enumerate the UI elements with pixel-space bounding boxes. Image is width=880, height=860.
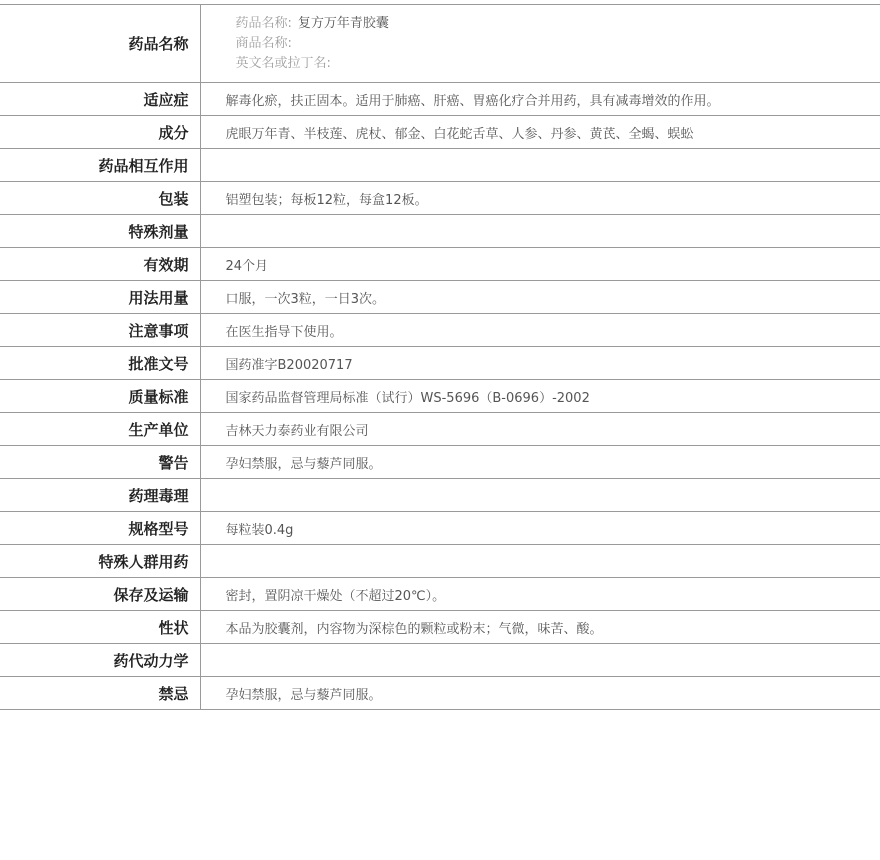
row-value: 口服，一次3粒，一日3次。 — [200, 281, 880, 314]
spec-row — [0, 215, 880, 248]
row-value: 孕妇禁服，忌与藜芦同服。 — [200, 446, 880, 479]
spec-row — [0, 380, 880, 413]
row-value — [200, 215, 880, 248]
spec-row — [0, 281, 880, 314]
spec-row — [0, 182, 880, 215]
row-value — [200, 149, 880, 182]
spec-row — [0, 545, 880, 578]
row-label: 性状 — [0, 611, 200, 644]
row-label: 保存及运输 — [0, 578, 200, 611]
drug-spec-table — [0, 4, 880, 710]
row-label: 用法用量 — [0, 281, 200, 314]
spec-row — [0, 479, 880, 512]
row-value: 虎眼万年青、半枝莲、虎杖、郁金、白花蛇舌草、人参、丹参、黄芪、全蝎、蜈蚣 — [200, 116, 880, 149]
row-value: 每粒装0.4g — [200, 512, 880, 545]
row-label: 药理毒理 — [0, 479, 200, 512]
row-value: 解毒化瘀，扶正固本。适用于肺癌、肝癌、胃癌化疗合并用药，具有减毒增效的作用。 — [200, 83, 880, 116]
row-label: 注意事项 — [0, 314, 200, 347]
generic-name-value: 复方万年青胶囊 — [297, 15, 389, 31]
english-name-key: 英文名或拉丁名: — [235, 55, 331, 71]
spec-row — [0, 83, 880, 116]
row-value: 吉林天力泰药业有限公司 — [200, 413, 880, 446]
row-value — [200, 644, 880, 677]
spec-row — [0, 413, 880, 446]
english-name-line — [236, 54, 880, 74]
row-label: 禁忌 — [0, 677, 200, 710]
trade-name-key: 商品名称: — [235, 35, 292, 51]
row-label: 特殊剂量 — [0, 215, 200, 248]
row-value: 密封，置阴凉干燥处（不超过20℃）。 — [200, 578, 880, 611]
spec-row — [0, 611, 880, 644]
row-label: 规格型号 — [0, 512, 200, 545]
row-label: 特殊人群用药 — [0, 545, 200, 578]
row-value: 铝塑包装；每板12粒，每盒12板。 — [200, 182, 880, 215]
row-value: 国药准字B20020717 — [200, 347, 880, 380]
row-value — [200, 479, 880, 512]
row-value — [200, 545, 880, 578]
spec-row — [0, 512, 880, 545]
spec-row — [0, 347, 880, 380]
spec-row — [0, 446, 880, 479]
row-label: 警告 — [0, 446, 200, 479]
row-label: 生产单位 — [0, 413, 200, 446]
spec-row — [0, 677, 880, 710]
row-label: 有效期 — [0, 248, 200, 281]
row-drug-name — [0, 5, 880, 83]
generic-name-key: 药品名称: — [235, 15, 292, 31]
row-label: 包装 — [0, 182, 200, 215]
trade-name-line — [236, 34, 880, 54]
drug-spec-body — [0, 5, 880, 710]
spec-row — [0, 314, 880, 347]
row-value: 孕妇禁服，忌与藜芦同服。 — [200, 677, 880, 710]
spec-row — [0, 116, 880, 149]
row-label: 药品相互作用 — [0, 149, 200, 182]
row-value: 在医生指导下使用。 — [200, 314, 880, 347]
name-block — [226, 14, 880, 74]
generic-name-line — [236, 14, 880, 34]
row-label: 药品名称 — [0, 5, 200, 83]
spec-row — [0, 248, 880, 281]
row-value: 国家药品监督管理局标准（试行）WS-5696（B-0696）-2002 — [200, 380, 880, 413]
row-label: 成分 — [0, 116, 200, 149]
spec-row — [0, 644, 880, 677]
row-label: 适应症 — [0, 83, 200, 116]
spec-row — [0, 578, 880, 611]
row-value: 本品为胶囊剂，内容物为深棕色的颗粒或粉末；气微，味苦、酸。 — [200, 611, 880, 644]
row-label: 药代动力学 — [0, 644, 200, 677]
row-value: 24个月 — [200, 248, 880, 281]
row-value — [200, 5, 880, 83]
spec-row — [0, 149, 880, 182]
row-label: 批准文号 — [0, 347, 200, 380]
row-label: 质量标准 — [0, 380, 200, 413]
